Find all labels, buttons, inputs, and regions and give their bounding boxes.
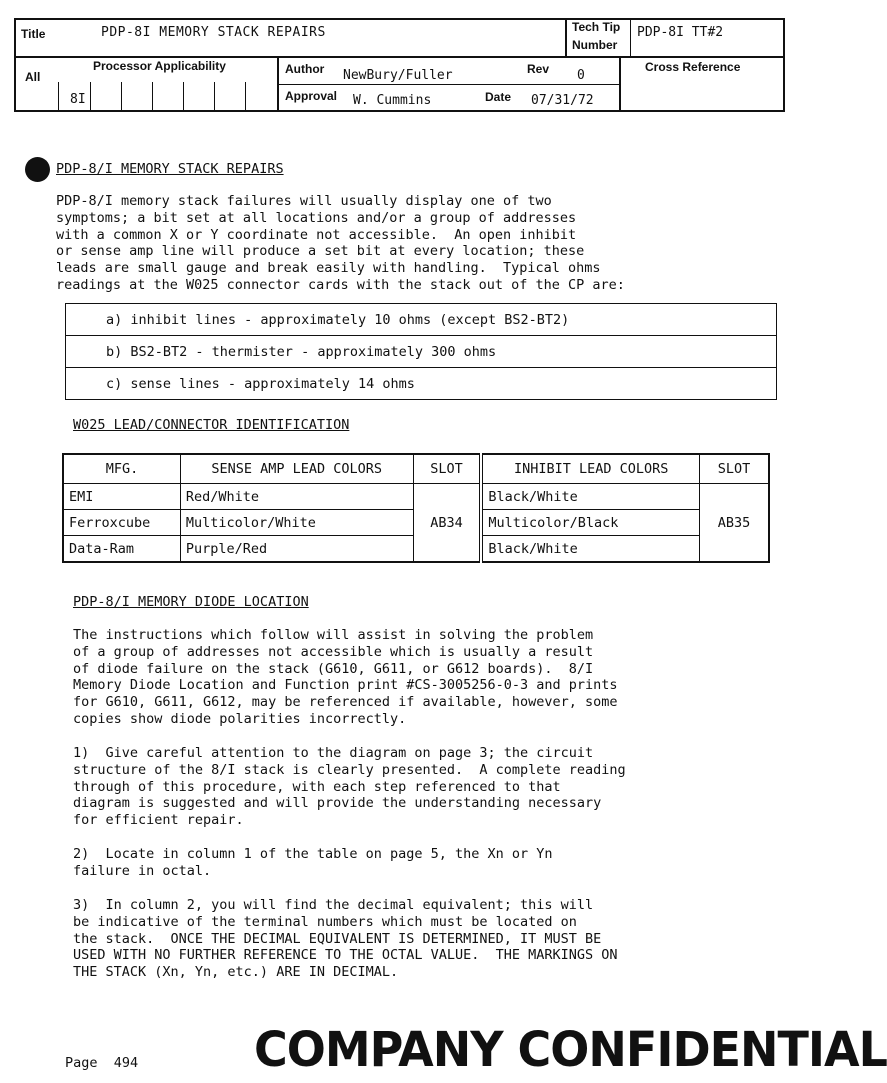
table-row xyxy=(66,304,777,336)
table-row xyxy=(63,484,769,510)
sense-color-cell: Purple/Red xyxy=(180,536,413,563)
author: NewBury/Fuller xyxy=(343,68,453,83)
paragraph-line: for G610, G611, G612, may be referenced if available, however, some xyxy=(73,694,618,711)
table-row xyxy=(66,368,777,400)
step-3 xyxy=(73,897,618,981)
date-label: Date xyxy=(485,90,512,104)
all-label: All xyxy=(25,70,41,84)
approval: W. Cummins xyxy=(353,93,432,108)
ohms-item: a) inhibit lines - approximately 10 ohms (except BS2-BT2) xyxy=(66,304,777,336)
paragraph-line: the stack. ONCE THE DECIMAL EQUIVALENT IS DETERMINED, IT MUST BE xyxy=(73,930,602,947)
tech-tip-number: PDP-8I TT#2 xyxy=(637,25,724,40)
paragraph-line: symptoms; a bit set at all locations and/or a group of addresses xyxy=(56,209,577,226)
sense-color-cell: Multicolor/White xyxy=(180,510,413,536)
title-label: Title xyxy=(21,27,46,41)
paragraph-line: copies show diode polarities incorrectly. xyxy=(73,710,407,727)
paragraph-line: of a group of addresses not accessible which is usually a result xyxy=(73,643,594,660)
step-2 xyxy=(73,846,553,880)
cross-reference-label: Cross Reference xyxy=(645,60,741,74)
paragraph-line: 1) Give careful attention to the diagram on page 3; the circuit xyxy=(73,745,594,761)
inhibit-slot-cell: AB35 xyxy=(700,484,769,563)
page-number: Page 494 xyxy=(65,1055,139,1071)
paragraph-line: leads are small gauge and break easily with handling. Typical ohms xyxy=(56,260,601,277)
ohms-item: b) BS2-BT2 - thermister - approximately 300 ohms xyxy=(66,336,777,368)
paragraph-line: The instructions which follow will assist in solving the problem xyxy=(73,627,594,643)
inhibit-color-cell: Black/White xyxy=(481,484,699,510)
rev-label: Rev xyxy=(527,62,550,76)
ohms-table xyxy=(65,303,777,400)
mfg-cell: Data-Ram xyxy=(63,536,180,563)
section-heading-diode-location: PDP-8/I MEMORY DIODE LOCATION xyxy=(73,594,309,610)
column-header: MFG. xyxy=(63,454,180,484)
rev-value: 0 xyxy=(577,68,585,83)
paragraph-line: through of this procedure, with each step referenced to that xyxy=(73,778,561,795)
paragraph-line: failure in octal. xyxy=(73,862,212,879)
paragraph-line: for efficient repair. xyxy=(73,812,244,829)
processor-applicability-label: Processor Applicability xyxy=(93,59,226,73)
column-header: SLOT xyxy=(413,454,481,484)
paragraph-line: with a common X or Y coordinate not accessible. An open inhibit xyxy=(56,226,577,243)
inhibit-color-cell: Multicolor/Black xyxy=(481,510,699,536)
paragraph-line: THE STACK (Xn, Yn, etc.) ARE IN DECIMAL. xyxy=(73,964,399,981)
table-header-row xyxy=(63,454,769,484)
paragraph-line: 2) Locate in column 1 of the table on page 5, the Xn or Yn xyxy=(73,846,553,862)
paragraph-line: of diode failure on the stack (G610, G611, or G612 boards). 8/I xyxy=(73,660,594,677)
sense-color-cell: Red/White xyxy=(180,484,413,510)
mfg-cell: EMI xyxy=(63,484,180,510)
paragraph-line: be indicative of the terminal numbers which must be located on xyxy=(73,913,577,930)
processor-value: 8I xyxy=(70,92,86,107)
document-title: PDP-8I MEMORY STACK REPAIRS xyxy=(101,25,326,40)
paragraph-line: 3) In column 2, you will find the decimal equivalent; this will xyxy=(73,897,594,913)
paragraph-line: USED WITH NO FURTHER REFERENCE TO THE OCTAL VALUE. THE MARKINGS ON xyxy=(73,947,618,964)
paragraph-line: structure of the 8/I stack is clearly presented. A complete reading xyxy=(73,761,626,778)
column-header: INHIBIT LEAD COLORS xyxy=(481,454,699,484)
approval-label: Approval xyxy=(285,89,338,103)
paragraph-line: Memory Diode Location and Function print #CS-3005256-0-3 and prints xyxy=(73,677,618,694)
paragraph-line: or sense amp line will produce a set bit at every location; these xyxy=(56,243,585,260)
section-heading-lead-connector: W025 LEAD/CONNECTOR IDENTIFICATION xyxy=(73,417,350,433)
column-header: SENSE AMP LEAD COLORS xyxy=(180,454,413,484)
confidential-stamp xyxy=(254,1020,887,1080)
lead-connector-table xyxy=(62,453,770,563)
bullet-dot xyxy=(25,157,50,182)
tech-tip-number-label: Number xyxy=(572,38,618,52)
confidential-stamp-text: COMPANY CONFIDENTIAL xyxy=(254,1020,887,1078)
paragraph-line: readings at the W025 connector cards with the stack out of the CP are: xyxy=(56,276,625,293)
date-value: 07/31/72 xyxy=(531,93,594,108)
step-1 xyxy=(73,745,626,829)
ohms-item: c) sense lines - approximately 14 ohms xyxy=(66,368,777,400)
table-row xyxy=(66,336,777,368)
paragraph-line: PDP-8/I memory stack failures will usually display one of two xyxy=(56,193,552,209)
sense-slot-cell: AB34 xyxy=(413,484,481,563)
author-label: Author xyxy=(285,62,325,76)
paragraph-line: diagram is suggested and will provide the understanding necessary xyxy=(73,795,602,812)
inhibit-color-cell: Black/White xyxy=(481,536,699,563)
section-heading-stack-repairs: PDP-8/I MEMORY STACK REPAIRS xyxy=(56,161,284,177)
mfg-cell: Ferroxcube xyxy=(63,510,180,536)
column-header: SLOT xyxy=(700,454,769,484)
section1-paragraph xyxy=(56,193,625,294)
tech-tip-label: Tech Tip xyxy=(572,20,621,34)
section3-intro xyxy=(73,627,618,728)
